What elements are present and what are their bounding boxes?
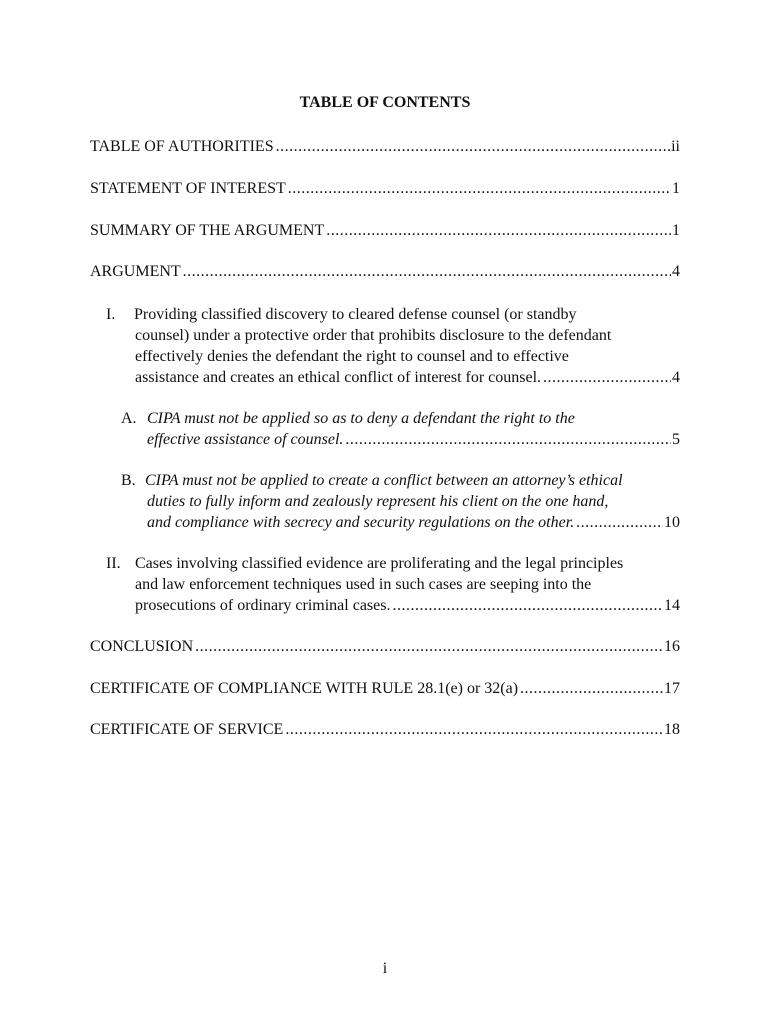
page-number-footer: i bbox=[382, 960, 388, 977]
toc-page-number: 10 bbox=[664, 514, 680, 531]
toc-entry-label: ARGUMENT bbox=[90, 263, 181, 280]
toc-page-number: 1 bbox=[672, 180, 680, 197]
toc-title: TABLE OF CONTENTS bbox=[299, 94, 471, 111]
toc-entry-label: CONCLUSION bbox=[90, 638, 194, 655]
dot-leader bbox=[392, 595, 663, 616]
dot-leader bbox=[543, 367, 671, 388]
toc-entry-label: CERTIFICATE OF COMPLIANCE WITH RULE 28.1(e) or 32(a) bbox=[90, 680, 519, 697]
toc-entry-line: CIPA must not be applied so as to deny a defendant the right to the bbox=[147, 410, 575, 427]
dot-leader bbox=[520, 678, 663, 699]
toc-entry-conclusion[interactable] bbox=[90, 636, 680, 657]
dot-leader bbox=[326, 220, 671, 241]
toc-entry-authorities[interactable] bbox=[90, 136, 680, 157]
dot-leader bbox=[285, 719, 663, 740]
toc-entry-line: Providing classified discovery to cleared defense counsel (or standby bbox=[134, 306, 577, 323]
toc-page-number: 14 bbox=[664, 597, 680, 614]
toc-entry-number: B. bbox=[121, 472, 136, 489]
toc-entry-label: STATEMENT OF INTEREST bbox=[90, 180, 286, 197]
toc-entry-line: prosecutions of ordinary criminal cases. bbox=[135, 597, 391, 614]
toc-entry-line: assistance and creates an ethical conflict of interest for counsel. bbox=[135, 369, 542, 386]
toc-entry-number: I. bbox=[106, 306, 116, 323]
dot-leader bbox=[276, 136, 671, 157]
toc-entry-point-1b[interactable] bbox=[121, 470, 680, 533]
dot-leader bbox=[288, 178, 671, 199]
toc-entry-line: CIPA must not be applied to create a conflict between an attorney’s ethical bbox=[145, 472, 623, 489]
toc-page-number: 1 bbox=[672, 222, 680, 239]
dot-leader bbox=[576, 512, 663, 533]
toc-page-number: 16 bbox=[664, 638, 680, 655]
toc-entry-line: duties to fully inform and zealously represent his client on the one hand, bbox=[147, 493, 609, 510]
toc-page-number: 17 bbox=[664, 680, 680, 697]
toc-entry-line: Cases involving classified evidence are proliferating and the legal principles bbox=[135, 555, 624, 572]
toc-entry-summary[interactable] bbox=[90, 220, 680, 241]
toc-entry-line: counsel) under a protective order that prohibits disclosure to the defendant bbox=[135, 327, 612, 344]
dot-leader bbox=[195, 636, 663, 657]
toc-entry-argument[interactable] bbox=[90, 261, 680, 282]
toc-entry-line: effective assistance of counsel. bbox=[147, 431, 344, 448]
dot-leader bbox=[183, 261, 671, 282]
dot-leader bbox=[345, 429, 671, 450]
toc-entry-label: TABLE OF AUTHORITIES bbox=[90, 138, 274, 155]
toc-entry-label: SUMMARY OF THE ARGUMENT bbox=[90, 222, 325, 239]
toc-entry-line: and law enforcement techniques used in such cases are seeping into the bbox=[135, 576, 592, 593]
toc-page-number: 4 bbox=[672, 263, 680, 280]
toc-entry-compliance[interactable] bbox=[90, 678, 680, 699]
toc-entry-point-1a[interactable] bbox=[121, 408, 680, 450]
toc-entry-interest[interactable] bbox=[90, 178, 680, 199]
toc-entry-number: II. bbox=[106, 555, 121, 572]
toc-page-number: 4 bbox=[672, 369, 680, 386]
toc-entry-line: and compliance with secrecy and security regulations on the other. bbox=[147, 514, 575, 531]
toc-page-number: ii bbox=[671, 138, 680, 155]
toc-page-number: 18 bbox=[664, 721, 680, 738]
toc-entry-point-1[interactable] bbox=[106, 304, 680, 388]
toc-page-number: 5 bbox=[672, 431, 680, 448]
toc-entry-number: A. bbox=[121, 410, 137, 427]
toc-entry-line: effectively denies the defendant the right to counsel and to effective bbox=[135, 348, 569, 365]
toc-entry-point-2[interactable] bbox=[106, 553, 680, 616]
toc-entry-service[interactable] bbox=[90, 719, 680, 740]
toc-entry-label: CERTIFICATE OF SERVICE bbox=[90, 721, 284, 738]
